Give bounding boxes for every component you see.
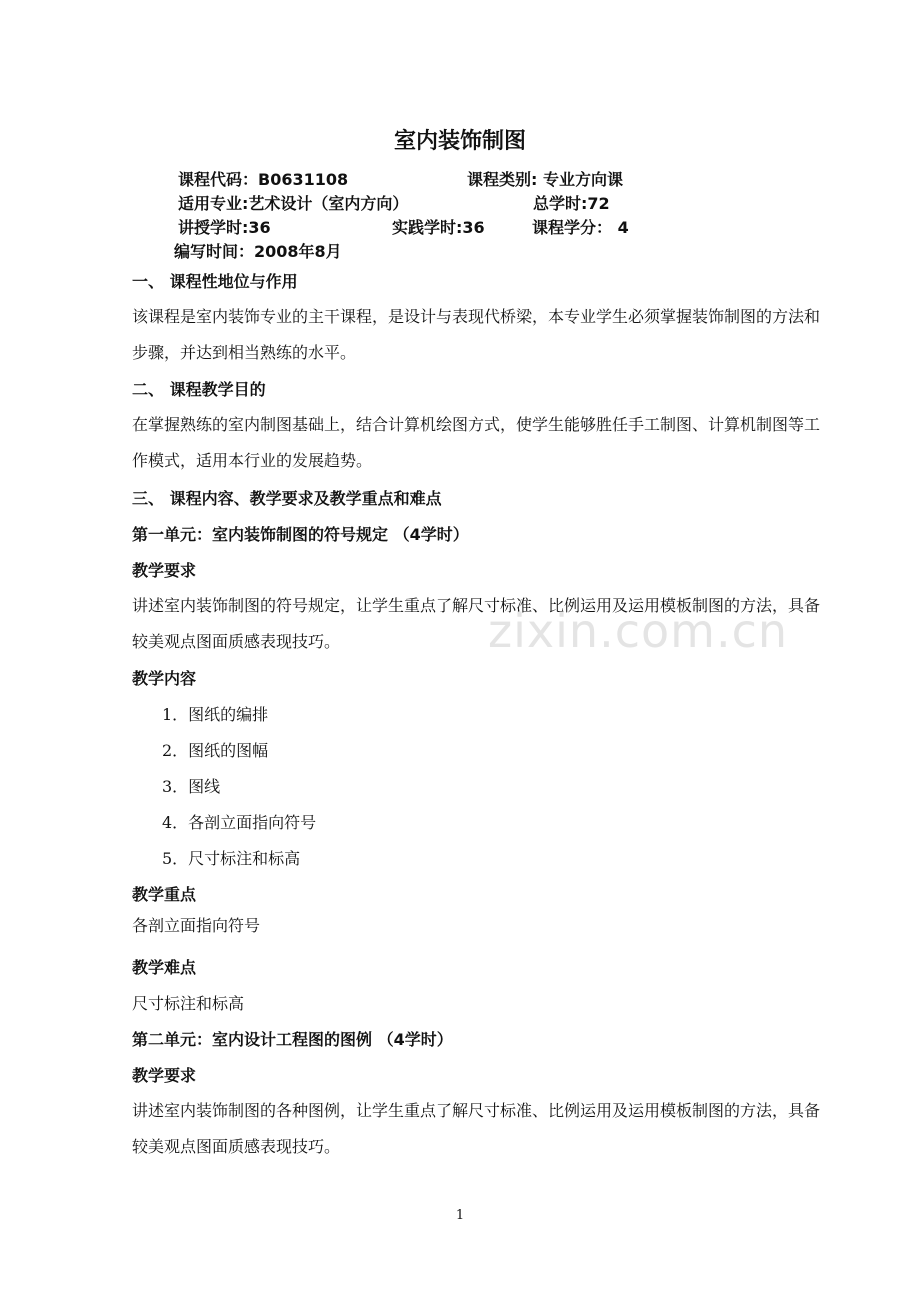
unit-1-requirements-body: 讲述室内装饰制图的符号规定，让学生重点了解尺寸标准、比例运用及运用模板制图的方法，具备较美观点图面质感表现技巧。 — [132, 596, 821, 651]
section-2-heading: 二、 课程教学目的 — [132, 380, 266, 399]
section-2-body: 在掌握熟练的室内制图基础上，结合计算机绘图方式，使学生能够胜任手工制图、计算机制图等工作模式，适用本行业的发展趋势。 — [132, 415, 821, 470]
list-item: 4．各剖立面指向符号 — [162, 813, 317, 832]
unit-1-difficulty-body: 尺寸标注和标高 — [132, 994, 245, 1013]
unit-1-focus-heading: 教学重点 — [132, 885, 197, 904]
unit-1-heading: 第一单元：室内装饰制图的符号规定 （4学时） — [132, 525, 469, 544]
practice-hours: 实践学时:36 — [392, 218, 485, 237]
course-code: 课程代码：B0631108 — [178, 170, 349, 189]
watermark: zixin.com.cn — [488, 604, 789, 658]
list-item: 5．尺寸标注和标高 — [162, 849, 301, 868]
unit-2-heading: 第二单元：室内设计工程图的图例 （4学时） — [132, 1030, 453, 1049]
written-date: 编写时间：2008年8月 — [174, 242, 342, 261]
section-1-body: 该课程是室内装饰专业的主干课程，是设计与表现代桥梁，本专业学生必须掌握装饰制图的方法和步骤，并达到相当熟练的水平。 — [132, 307, 821, 362]
unit-1-content-heading: 教学内容 — [132, 669, 197, 688]
total-hours: 总学时:72 — [533, 194, 610, 213]
unit-1-requirements-heading: 教学要求 — [132, 561, 197, 580]
section-3-heading: 三、 课程内容、教学要求及教学重点和难点 — [132, 489, 442, 508]
lecture-hours: 讲授学时:36 — [178, 218, 271, 237]
applicable-major: 适用专业:艺术设计（室内方向） — [178, 194, 409, 213]
list-item: 2．图纸的图幅 — [162, 741, 269, 760]
course-credits: 课程学分： 4 — [532, 218, 629, 237]
unit-1-difficulty-heading: 教学难点 — [132, 958, 197, 977]
section-1-heading: 一、 课程性地位与作用 — [132, 272, 298, 291]
list-item: 1．图纸的编排 — [162, 705, 269, 724]
unit-2-requirements-heading: 教学要求 — [132, 1066, 197, 1085]
course-category: 课程类别: 专业方向课 — [467, 170, 623, 189]
page-number: 1 — [455, 1208, 465, 1223]
document-title: 室内装饰制图 — [393, 129, 526, 154]
list-item: 3．图线 — [162, 777, 221, 796]
unit-2-requirements-body: 讲述室内装饰制图的各种图例，让学生重点了解尺寸标准、比例运用及运用模板制图的方法，具备较美观点图面质感表现技巧。 — [132, 1101, 821, 1156]
unit-1-focus-body: 各剖立面指向符号 — [132, 916, 261, 935]
